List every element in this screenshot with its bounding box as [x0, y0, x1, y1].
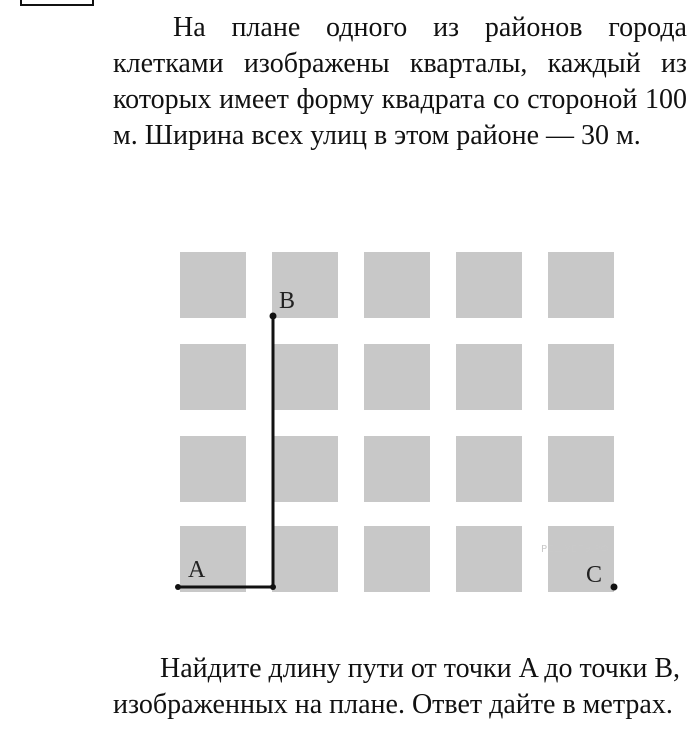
watermark-text: РЕШУЕГЭ.РФ	[541, 544, 610, 555]
city-block-r1-c1	[180, 252, 246, 318]
point-corner-dot	[270, 584, 276, 590]
city-block-r2-c1	[180, 344, 246, 410]
city-block-r1-c4	[456, 252, 522, 318]
point-a-dot	[175, 584, 181, 590]
point-b-label: B	[279, 288, 296, 314]
city-block-r4-c5	[548, 526, 614, 592]
city-block-r3-c3	[364, 436, 430, 502]
city-block-r3-c4	[456, 436, 522, 502]
point-c-dot	[611, 584, 618, 591]
city-block-r1-c5	[548, 252, 614, 318]
city-block-r2-c4	[456, 344, 522, 410]
city-block-r2-c5	[548, 344, 614, 410]
city-block-r2-c2	[272, 344, 338, 410]
city-block-r4-c4	[456, 526, 522, 592]
point-b-dot	[270, 313, 277, 320]
city-block-r4-c3	[364, 526, 430, 592]
question-statement: Найдите длину пути от точки A до точки B, изображенных на плане. Ответ дайте в метрах.	[113, 653, 681, 720]
point-a-label: A	[188, 557, 206, 583]
city-block-r3-c1	[180, 436, 246, 502]
city-block-r4-c2	[272, 526, 338, 592]
problem-statement: На плане одного из районов города клетками изображены кварталы, каждый из которых имеет форму квадрата со стороной 100 м. Ширина всех улиц в этом районе — 30 м.	[113, 12, 687, 151]
city-block-r1-c3	[364, 252, 430, 318]
point-c-label: C	[586, 562, 603, 588]
city-block-r3-c2	[272, 436, 338, 502]
city-blocks	[180, 252, 614, 592]
city-block-r3-c5	[548, 436, 614, 502]
city-block-r2-c3	[364, 344, 430, 410]
